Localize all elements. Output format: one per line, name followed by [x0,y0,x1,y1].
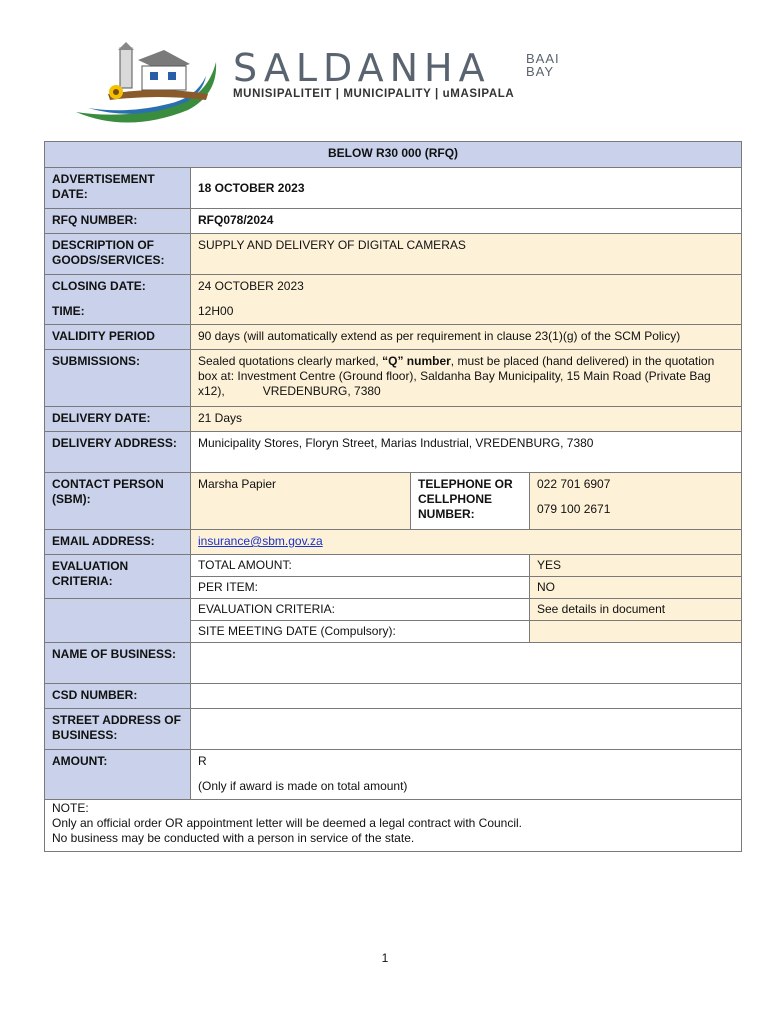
phone-number-1: 022 701 6907 [537,477,611,491]
validity-value: 90 days (will automatically extend as per requirement in clause 23(1)(g) of the SCM Policy) [191,325,742,350]
eval-per-item-value: NO [530,577,742,599]
contact-person-label: CONTACT PERSON (SBM): [45,473,191,530]
brand-tagline: MUNISIPALITEIT | MUNICIPALITY | uMASIPALA [233,88,515,100]
amount-cell[interactable] [191,750,742,800]
submissions-label: SUBMISSIONS: [45,350,191,407]
note-title: NOTE: [52,801,89,815]
eval-criteria-value: See details in document [530,599,742,621]
eval-row-total [191,555,530,577]
csd-number-label: CSD NUMBER: [45,684,191,709]
amount-currency: R [198,754,207,768]
ad-date-label: ADVERTISEMENT DATE: [45,168,191,209]
logo-emblem [68,42,228,124]
description-label: DESCRIPTION OF GOODS/SERVICES: [45,234,191,275]
eval-per-item-label: PER ITEM: [198,580,259,594]
brand-name-small: BAAI BAY [526,51,560,79]
closing-date-value: 24 OCTOBER 2023 [198,279,304,293]
email-link[interactable]: insurance@sbm.gov.za [198,534,323,548]
submissions-text-post: , must be placed (hand delivered) in the quotation box at: Investment Centre (Ground floor), Saldanha Bay Municipality, 15 Main Road (Private Bag x12), [198,354,715,398]
eval-row-criteria [191,599,530,621]
eval-site-meeting-label: SITE MEETING DATE (Compulsory): [198,624,396,638]
business-name-label: NAME OF BUSINESS: [45,643,191,684]
delivery-address-label: DELIVERY ADDRESS: [45,432,191,473]
email-cell [191,530,742,555]
delivery-date-label: DELIVERY DATE: [45,407,191,432]
submissions-city: VREDENBURG, 7380 [262,384,381,398]
note-line-2: No business may be conducted with a person in service of the state. [52,831,415,845]
municipality-logo [68,42,588,124]
validity-label: VALIDITY PERIOD [45,325,191,350]
evaluation-label: EVALUATION CRITERIA: [45,555,191,599]
description-value: SUPPLY AND DELIVERY OF DIGITAL CAMERAS [191,234,742,275]
eval-site-meeting-value [530,621,742,643]
eval-total-label: TOTAL AMOUNT: [198,558,292,572]
brand-name: SALDANHA [233,46,491,90]
table-header: BELOW R30 000 (RFQ) [45,142,742,168]
note-cell [45,800,742,852]
closing-date-label: CLOSING DATE: [52,279,146,293]
phone-number-2: 079 100 2671 [537,502,611,516]
eval-row-per-item [191,577,530,599]
closing-date-value-cell [191,275,742,325]
street-address-field[interactable] [191,709,742,750]
closing-date-cell [45,275,191,325]
rfq-table [44,141,742,852]
phone-values [530,473,742,530]
amount-note: (Only if award is made on total amount) [198,779,408,793]
csd-number-field[interactable] [191,684,742,709]
note-line-1: Only an official order OR appointment letter will be deemed a legal contract with Council. [52,816,523,830]
page-number: 1 [381,951,389,965]
delivery-address-value: Municipality Stores, Floryn Street, Marias Industrial, VREDENBURG, 7380 [191,432,742,473]
street-address-label: STREET ADDRESS OF BUSINESS: [45,709,191,750]
evaluation-label-continued [45,599,191,643]
business-name-field[interactable] [191,643,742,684]
eval-row-site-meeting [191,621,530,643]
rfq-number-label: RFQ NUMBER: [45,209,191,234]
submissions-q-number: “Q” number [382,354,451,368]
submissions-text-pre: Sealed quotations clearly marked, [198,354,383,368]
email-label: EMAIL ADDRESS: [45,530,191,555]
rfq-number-value: RFQ078/2024 [191,209,742,234]
delivery-date-value: 21 Days [191,407,742,432]
amount-label: AMOUNT: [45,750,191,800]
contact-person-value: Marsha Papier [191,473,411,530]
phone-label: TELEPHONE OR CELLPHONE NUMBER: [411,473,530,530]
time-label: TIME: [52,304,85,318]
eval-criteria-label: EVALUATION CRITERIA: [198,602,335,616]
ad-date-value: 18 OCTOBER 2023 [191,168,742,209]
time-value: 12H00 [198,304,234,318]
submissions-value [191,350,742,407]
eval-total-value: YES [530,555,742,577]
